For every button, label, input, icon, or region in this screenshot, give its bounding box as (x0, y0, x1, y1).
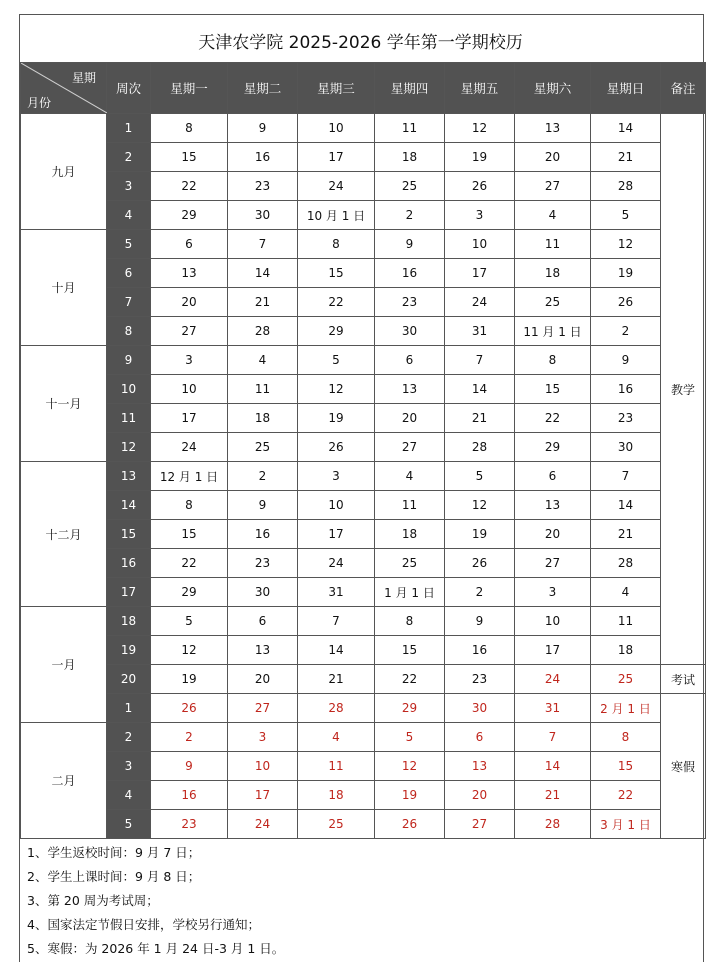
date-cell: 7 (445, 346, 515, 375)
date-cell: 2 月 1 日 (591, 694, 661, 723)
date-cell: 23 (151, 810, 228, 839)
date-cell: 16 (591, 375, 661, 404)
date-cell: 3 月 1 日 (591, 810, 661, 839)
date-cell: 12 (298, 375, 375, 404)
week-number: 10 (107, 375, 151, 404)
week-number: 19 (107, 636, 151, 665)
week-number: 18 (107, 607, 151, 636)
date-cell: 10 (151, 375, 228, 404)
date-cell: 16 (375, 259, 445, 288)
date-cell: 20 (515, 520, 591, 549)
date-cell: 9 (228, 114, 298, 143)
date-cell: 4 (375, 462, 445, 491)
date-cell: 12 (151, 636, 228, 665)
date-cell: 19 (445, 143, 515, 172)
week-number: 2 (107, 723, 151, 752)
date-cell: 24 (298, 549, 375, 578)
date-cell: 4 (591, 578, 661, 607)
date-cell: 22 (151, 549, 228, 578)
date-cell: 30 (445, 694, 515, 723)
day-header-thu: 星期四 (375, 63, 445, 114)
date-cell: 14 (591, 491, 661, 520)
date-cell: 10 月 1 日 (298, 201, 375, 230)
date-cell: 18 (515, 259, 591, 288)
date-cell: 19 (151, 665, 228, 694)
week-row (21, 520, 706, 549)
date-cell: 13 (515, 114, 591, 143)
date-cell: 27 (375, 433, 445, 462)
day-header-tue: 星期二 (228, 63, 298, 114)
date-cell: 3 (298, 462, 375, 491)
date-cell: 28 (591, 172, 661, 201)
date-cell: 9 (151, 752, 228, 781)
date-cell: 10 (298, 491, 375, 520)
week-number: 14 (107, 491, 151, 520)
date-cell: 28 (445, 433, 515, 462)
date-cell: 15 (151, 520, 228, 549)
week-number: 8 (107, 317, 151, 346)
date-cell: 15 (591, 752, 661, 781)
week-row (21, 636, 706, 665)
date-cell: 30 (591, 433, 661, 462)
date-cell: 17 (151, 404, 228, 433)
week-row (21, 607, 706, 636)
date-cell: 21 (298, 665, 375, 694)
date-cell: 25 (228, 433, 298, 462)
remark-cell: 教学 (661, 114, 706, 665)
date-cell: 11 月 1 日 (515, 317, 591, 346)
week-number: 7 (107, 288, 151, 317)
date-cell: 21 (591, 143, 661, 172)
date-cell: 26 (445, 172, 515, 201)
month-cell: 十一月 (21, 346, 107, 462)
date-cell: 28 (591, 549, 661, 578)
date-cell: 12 月 1 日 (151, 462, 228, 491)
note-line: 4、国家法定节假日安排，学校另行通知； (27, 917, 260, 932)
date-cell: 31 (298, 578, 375, 607)
date-cell: 12 (445, 491, 515, 520)
date-cell: 28 (298, 694, 375, 723)
date-cell: 25 (515, 288, 591, 317)
week-row (21, 491, 706, 520)
date-cell: 9 (591, 346, 661, 375)
date-cell: 16 (151, 781, 228, 810)
date-cell: 13 (375, 375, 445, 404)
date-cell: 28 (515, 810, 591, 839)
week-number: 6 (107, 259, 151, 288)
date-cell: 27 (151, 317, 228, 346)
date-cell: 24 (298, 172, 375, 201)
week-number: 20 (107, 665, 151, 694)
date-cell: 2 (375, 201, 445, 230)
date-cell: 6 (375, 346, 445, 375)
note-line: 1、学生返校时间：9 月 7 日； (27, 845, 201, 860)
date-cell: 31 (445, 317, 515, 346)
week-row (21, 172, 706, 201)
week-number: 16 (107, 549, 151, 578)
day-header-sun: 星期日 (591, 63, 661, 114)
date-cell: 14 (298, 636, 375, 665)
date-cell: 11 (515, 230, 591, 259)
month-cell: 十月 (21, 230, 107, 346)
week-column-header: 周次 (107, 63, 151, 114)
date-cell: 10 (445, 230, 515, 259)
date-cell: 19 (591, 259, 661, 288)
date-cell: 25 (298, 810, 375, 839)
date-cell: 25 (375, 172, 445, 201)
week-row (21, 694, 706, 723)
date-cell: 29 (375, 694, 445, 723)
day-header-fri: 星期五 (445, 63, 515, 114)
week-row (21, 259, 706, 288)
date-cell: 16 (445, 636, 515, 665)
week-row (21, 752, 706, 781)
date-cell: 28 (228, 317, 298, 346)
date-cell: 22 (515, 404, 591, 433)
page-title: 天津农学院 2025-2026 学年第一学期校历 (198, 33, 523, 53)
week-row (21, 317, 706, 346)
week-row (21, 781, 706, 810)
date-cell: 17 (298, 520, 375, 549)
date-cell: 25 (375, 549, 445, 578)
week-row (21, 114, 706, 143)
date-cell: 20 (151, 288, 228, 317)
date-cell: 20 (515, 143, 591, 172)
week-row (21, 346, 706, 375)
date-cell: 15 (298, 259, 375, 288)
week-row (21, 230, 706, 259)
corner-month-label: 月份 (27, 96, 52, 110)
date-cell: 25 (591, 665, 661, 694)
week-number: 17 (107, 578, 151, 607)
date-cell: 14 (228, 259, 298, 288)
date-cell: 3 (445, 201, 515, 230)
date-cell: 18 (591, 636, 661, 665)
date-cell: 23 (228, 172, 298, 201)
date-cell: 19 (375, 781, 445, 810)
date-cell: 10 (515, 607, 591, 636)
date-cell: 17 (298, 143, 375, 172)
date-cell: 8 (591, 723, 661, 752)
date-cell: 7 (228, 230, 298, 259)
remark-cell: 寒假 (661, 694, 706, 839)
date-cell: 8 (515, 346, 591, 375)
date-cell: 13 (228, 636, 298, 665)
date-cell: 10 (228, 752, 298, 781)
date-cell: 14 (515, 752, 591, 781)
date-cell: 18 (228, 404, 298, 433)
date-cell: 24 (228, 810, 298, 839)
week-row (21, 375, 706, 404)
week-number: 4 (107, 201, 151, 230)
date-cell: 12 (445, 114, 515, 143)
date-cell: 5 (591, 201, 661, 230)
week-number: 5 (107, 810, 151, 839)
date-cell: 4 (298, 723, 375, 752)
calendar-table (20, 62, 706, 839)
date-cell: 3 (515, 578, 591, 607)
date-cell: 9 (375, 230, 445, 259)
date-cell: 6 (515, 462, 591, 491)
date-cell: 27 (445, 810, 515, 839)
date-cell: 11 (591, 607, 661, 636)
date-cell: 26 (445, 549, 515, 578)
date-cell: 29 (151, 578, 228, 607)
month-cell: 一月 (21, 607, 107, 723)
date-cell: 9 (228, 491, 298, 520)
date-cell: 17 (445, 259, 515, 288)
date-cell: 8 (375, 607, 445, 636)
week-row (21, 549, 706, 578)
date-cell: 22 (298, 288, 375, 317)
month-cell: 九月 (21, 114, 107, 230)
date-cell: 14 (445, 375, 515, 404)
date-cell: 2 (445, 578, 515, 607)
date-cell: 18 (375, 520, 445, 549)
week-row (21, 433, 706, 462)
week-row (21, 404, 706, 433)
week-row (21, 810, 706, 839)
date-cell: 21 (445, 404, 515, 433)
date-cell: 3 (228, 723, 298, 752)
header-row (21, 63, 706, 114)
date-cell: 6 (445, 723, 515, 752)
week-row (21, 462, 706, 491)
date-cell: 23 (591, 404, 661, 433)
date-cell: 1 月 1 日 (375, 578, 445, 607)
date-cell: 21 (228, 288, 298, 317)
date-cell: 2 (228, 462, 298, 491)
date-cell: 29 (515, 433, 591, 462)
date-cell: 31 (515, 694, 591, 723)
date-cell: 26 (375, 810, 445, 839)
date-cell: 30 (375, 317, 445, 346)
date-cell: 11 (375, 114, 445, 143)
date-cell: 2 (591, 317, 661, 346)
date-cell: 6 (228, 607, 298, 636)
week-number: 1 (107, 114, 151, 143)
date-cell: 11 (375, 491, 445, 520)
date-cell: 5 (151, 607, 228, 636)
week-number: 13 (107, 462, 151, 491)
date-cell: 19 (445, 520, 515, 549)
note-line: 3、第 20 周为考试周； (27, 893, 159, 908)
date-cell: 15 (515, 375, 591, 404)
date-cell: 27 (515, 172, 591, 201)
day-header-mon: 星期一 (151, 63, 228, 114)
date-cell: 5 (375, 723, 445, 752)
date-cell: 24 (515, 665, 591, 694)
date-cell: 3 (151, 346, 228, 375)
date-cell: 18 (298, 781, 375, 810)
date-cell: 26 (151, 694, 228, 723)
date-cell: 13 (445, 752, 515, 781)
date-cell: 4 (228, 346, 298, 375)
remark-cell: 考试 (661, 665, 706, 694)
date-cell: 17 (228, 781, 298, 810)
date-cell: 20 (228, 665, 298, 694)
date-cell: 5 (445, 462, 515, 491)
date-cell: 18 (375, 143, 445, 172)
month-cell: 二月 (21, 723, 107, 839)
date-cell: 11 (228, 375, 298, 404)
week-number: 5 (107, 230, 151, 259)
date-cell: 5 (298, 346, 375, 375)
week-number: 4 (107, 781, 151, 810)
date-cell: 21 (591, 520, 661, 549)
date-cell: 8 (151, 114, 228, 143)
date-cell: 22 (591, 781, 661, 810)
date-cell: 27 (515, 549, 591, 578)
date-cell: 11 (298, 752, 375, 781)
note-line: 5、寒假：为 2026 年 1 月 24 日-3 月 1 日。 (27, 941, 285, 956)
day-header-sat: 星期六 (515, 63, 591, 114)
week-number: 3 (107, 172, 151, 201)
date-cell: 9 (445, 607, 515, 636)
week-row (21, 288, 706, 317)
month-cell: 十二月 (21, 462, 107, 607)
week-number: 2 (107, 143, 151, 172)
date-cell: 29 (151, 201, 228, 230)
date-cell: 26 (591, 288, 661, 317)
date-cell: 14 (591, 114, 661, 143)
date-cell: 20 (445, 781, 515, 810)
corner-header-cell (21, 63, 107, 114)
date-cell: 7 (591, 462, 661, 491)
week-number: 9 (107, 346, 151, 375)
week-row (21, 578, 706, 607)
week-row (21, 723, 706, 752)
week-number: 15 (107, 520, 151, 549)
date-cell: 12 (591, 230, 661, 259)
corner-weekday-label: 星期 (71, 71, 96, 85)
date-cell: 16 (228, 520, 298, 549)
date-cell: 24 (445, 288, 515, 317)
date-cell: 17 (515, 636, 591, 665)
week-number: 11 (107, 404, 151, 433)
date-cell: 30 (228, 578, 298, 607)
date-cell: 29 (298, 317, 375, 346)
date-cell: 7 (298, 607, 375, 636)
notes-section (20, 841, 703, 961)
week-row (21, 201, 706, 230)
date-cell: 10 (298, 114, 375, 143)
date-cell: 16 (228, 143, 298, 172)
week-number: 1 (107, 694, 151, 723)
date-cell: 8 (298, 230, 375, 259)
date-cell: 4 (515, 201, 591, 230)
date-cell: 15 (151, 143, 228, 172)
week-number: 12 (107, 433, 151, 462)
date-cell: 15 (375, 636, 445, 665)
date-cell: 19 (298, 404, 375, 433)
date-cell: 24 (151, 433, 228, 462)
note-line: 2、学生上课时间：9 月 8 日； (27, 869, 201, 884)
week-number: 3 (107, 752, 151, 781)
date-cell: 26 (298, 433, 375, 462)
date-cell: 23 (445, 665, 515, 694)
remark-column-header: 备注 (661, 63, 706, 114)
date-cell: 8 (151, 491, 228, 520)
day-header-wed: 星期三 (298, 63, 375, 114)
date-cell: 6 (151, 230, 228, 259)
date-cell: 22 (151, 172, 228, 201)
calendar-body (21, 114, 706, 839)
date-cell: 23 (375, 288, 445, 317)
date-cell: 22 (375, 665, 445, 694)
date-cell: 27 (228, 694, 298, 723)
date-cell: 13 (515, 491, 591, 520)
date-cell: 13 (151, 259, 228, 288)
date-cell: 7 (515, 723, 591, 752)
week-row (21, 143, 706, 172)
date-cell: 30 (228, 201, 298, 230)
date-cell: 12 (375, 752, 445, 781)
week-row (21, 665, 706, 694)
date-cell: 20 (375, 404, 445, 433)
date-cell: 21 (515, 781, 591, 810)
date-cell: 2 (151, 723, 228, 752)
date-cell: 23 (228, 549, 298, 578)
